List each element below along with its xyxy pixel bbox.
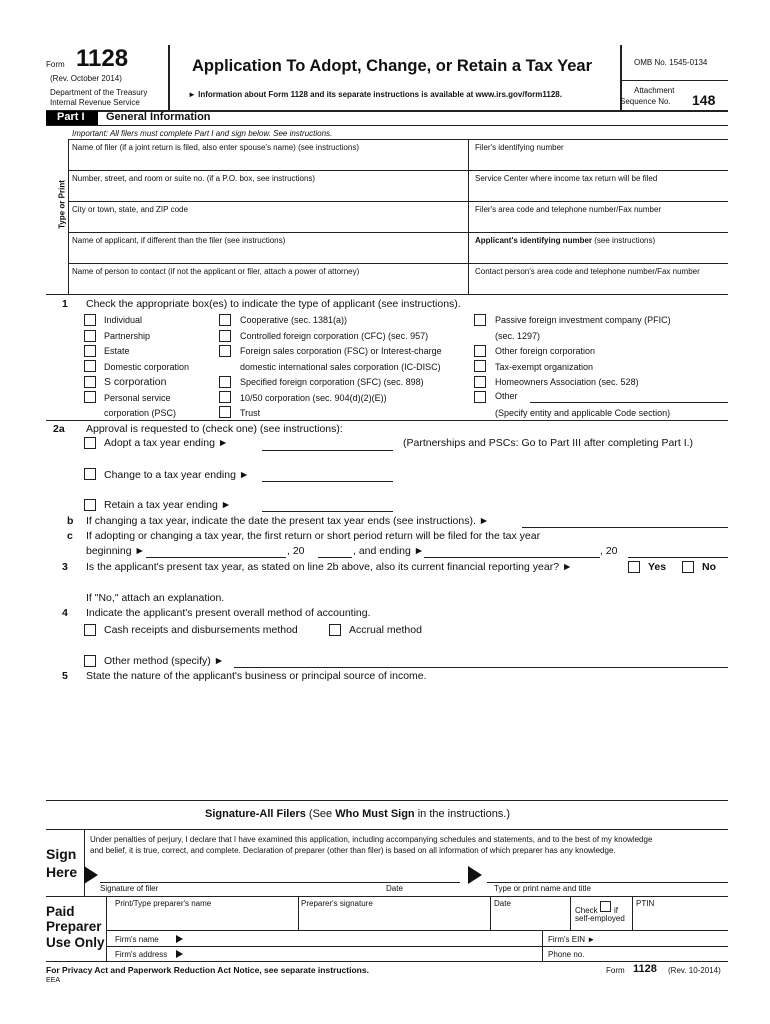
line-5-text: State the nature of the applicant's business or principal source of income. <box>86 670 427 682</box>
filer-id-field[interactable]: Filer's identifying number <box>475 143 564 152</box>
line-2c-number: c <box>67 530 73 542</box>
cfc-label: Controlled foreign corporation (CFC) (sec. 957) <box>240 331 429 341</box>
ptin-field[interactable]: PTIN <box>636 899 655 908</box>
important-note: Important: All filers must complete Part I and sign below. See instructions. <box>72 129 333 138</box>
firm-name-arrow-icon <box>176 935 183 943</box>
agency-line: Internal Revenue Service <box>50 98 140 107</box>
service-center-field[interactable]: Service Center where income tax return will be filed <box>475 174 658 183</box>
sequence-label: Sequence No. <box>620 97 671 106</box>
change-date-input[interactable] <box>262 481 393 482</box>
individual-label: Individual <box>104 315 143 325</box>
pfic-label-cont: (sec. 1297) <box>495 331 541 341</box>
firm-address-arrow-icon <box>176 950 183 958</box>
line-4-text: Indicate the applicant's present overall method of accounting. <box>86 607 371 619</box>
adopt-note: (Partnerships and PSCs: Go to Part III after completing Part I.) <box>403 437 694 449</box>
contact-person-field[interactable]: Name of person to contact (if not the applicant or filer, attach a power of attorney) <box>72 267 360 276</box>
line-3-yes-checkbox[interactable] <box>628 561 640 573</box>
beginning-year-label: , 20 <box>287 545 305 557</box>
type-or-print-label: Type or Print <box>57 180 67 229</box>
homeowners-association-checkbox[interactable] <box>474 376 486 388</box>
present-year-end-input[interactable] <box>522 527 728 528</box>
line-3-note: If "No," attach an explanation. <box>86 592 225 604</box>
specify-entity-label: (Specify entity and applicable Code section) <box>495 408 671 418</box>
applicant-id-field[interactable]: Applicant's identifying number (see instructions) <box>475 236 656 245</box>
applicant-name-field[interactable]: Name of applicant, if different than the filer (see instructions) <box>72 236 286 245</box>
accrual-method-label: Accrual method <box>349 624 422 636</box>
contact-phone-field[interactable]: Contact person's area code and telephone number/Fax number <box>475 267 700 276</box>
estate-checkbox[interactable] <box>84 345 96 357</box>
firm-name-label: Firm's name <box>115 935 159 944</box>
cooperative-label: Cooperative (sec. 1381(a)) <box>240 315 348 325</box>
form-number: 1128 <box>76 45 129 72</box>
line-1-number: 1 <box>62 298 68 310</box>
business-nature-input[interactable] <box>86 686 728 796</box>
beginning-label: beginning ► <box>86 545 145 557</box>
form-label: Form <box>46 60 65 69</box>
accrual-method-checkbox[interactable] <box>329 624 341 636</box>
line-2b-number: b <box>67 515 74 527</box>
name-title-input[interactable] <box>487 882 728 883</box>
firm-ein-field[interactable]: Firm's EIN ► <box>548 935 596 944</box>
self-employed-checkbox[interactable] <box>600 901 611 912</box>
self-employed-label: self-employed <box>575 914 625 923</box>
use-only-label: Use Only <box>46 935 105 950</box>
preparer-name-field[interactable]: Print/Type preparer's name <box>115 899 212 908</box>
estate-label: Estate <box>104 346 130 356</box>
attachment-label: Attachment <box>634 86 675 95</box>
firm-address-input[interactable] <box>188 947 538 960</box>
sfc-label: Specified foreign corporation (SFC) (sec. 898) <box>240 377 424 387</box>
firm-name-input[interactable] <box>188 931 538 945</box>
department-line: Department of the Treasury <box>50 88 148 97</box>
info-line: ► Information about Form 1128 and its separate instructions is available at www.irs.gov/form1128. <box>188 90 562 99</box>
line-3-no-label: No <box>702 561 716 573</box>
cooperative-checkbox[interactable] <box>219 314 231 326</box>
ic-disc-label-cont: domestic international sales corporation (IC-DISC) <box>240 362 441 372</box>
trust-label: Trust <box>240 408 261 418</box>
retain-label: Retain a tax year ending ► <box>104 499 232 511</box>
preparer-date-field[interactable]: Date <box>494 899 511 908</box>
preparer-label: Preparer <box>46 919 102 934</box>
fsc-checkbox[interactable] <box>219 345 231 357</box>
cash-method-label: Cash receipts and disbursements method <box>104 624 298 636</box>
psc-label-cont: corporation (PSC) <box>104 408 177 418</box>
line-3-yes-label: Yes <box>648 561 667 573</box>
type-name-title-label: Type or print name and title <box>494 884 591 893</box>
beginning-date-input[interactable] <box>146 557 286 558</box>
other-applicant-label: Other <box>495 391 518 401</box>
firm-address-label: Firm's address <box>115 950 168 959</box>
line-3-no-checkbox[interactable] <box>682 561 694 573</box>
ten-fifty-corporation-label: 10/50 corporation (sec. 904(d)(2)(E)) <box>240 393 387 403</box>
tax-exempt-checkbox[interactable] <box>474 360 486 372</box>
filer-signature-input[interactable] <box>100 882 460 883</box>
domestic-corporation-checkbox[interactable] <box>84 360 96 372</box>
check-label: Check <box>575 906 598 915</box>
personal-service-label: Personal service <box>104 393 171 403</box>
perjury-statement-line1: Under penalties of perjury, I declare that I have examined this application, including accompanying schedules and statements, and to the best of my knowledge <box>90 835 653 844</box>
cfc-checkbox[interactable] <box>219 330 231 342</box>
if-label: if <box>614 906 618 915</box>
change-checkbox[interactable] <box>84 468 96 480</box>
personal-service-checkbox[interactable] <box>84 391 96 403</box>
sign-here-arrow-icon <box>84 866 98 884</box>
ending-label: , and ending ► <box>353 545 425 557</box>
fsc-label: Foreign sales corporation (FSC) or Interest-charge <box>240 346 442 356</box>
beginning-year-input[interactable] <box>318 557 352 558</box>
partnership-checkbox[interactable] <box>84 330 96 342</box>
sequence-number: 148 <box>692 92 716 108</box>
signature-of-filer-label: Signature of filer <box>100 884 159 893</box>
tax-exempt-label: Tax-exempt organization <box>495 362 594 372</box>
cash-method-checkbox[interactable] <box>84 624 96 636</box>
domestic-corporation-label: Domestic corporation <box>104 362 190 372</box>
signature-date-label: Date <box>386 884 403 893</box>
ending-year-input[interactable] <box>628 557 728 558</box>
ending-date-input[interactable] <box>424 557 600 558</box>
line-2a-number: 2a <box>53 423 65 435</box>
part-i-label: Part I <box>57 111 85 123</box>
retain-checkbox[interactable] <box>84 499 96 511</box>
s-corporation-label: S corporation <box>104 376 167 388</box>
individual-checkbox[interactable] <box>84 314 96 326</box>
paid-label: Paid <box>46 904 75 919</box>
line-5-number: 5 <box>62 670 68 682</box>
retain-date-input[interactable] <box>262 511 393 512</box>
filer-phone-field[interactable]: Filer's area code and telephone number/Fax number <box>475 205 662 214</box>
form-title: Application To Adopt, Change, or Retain a Tax Year <box>192 57 593 75</box>
change-label: Change to a tax year ending ► <box>104 469 250 481</box>
sfc-checkbox[interactable] <box>219 376 231 388</box>
other-method-input[interactable] <box>234 667 728 668</box>
footer-form-label: Form <box>606 966 625 975</box>
trust-checkbox[interactable] <box>219 406 231 418</box>
line-1-text: Check the appropriate box(es) to indicate the type of applicant (see instructions). <box>86 298 461 310</box>
other-foreign-corporation-checkbox[interactable] <box>474 345 486 357</box>
other-method-checkbox[interactable] <box>84 655 96 667</box>
line-4-number: 4 <box>62 607 68 619</box>
adopt-label: Adopt a tax year ending ► <box>104 437 229 449</box>
homeowners-association-label: Homeowners Association (sec. 528) <box>495 377 639 387</box>
other-applicant-checkbox[interactable] <box>474 391 486 403</box>
adopt-date-input[interactable] <box>262 450 393 451</box>
line-2b-text: If changing a tax year, indicate the date the present tax year ends (see instructions). ► <box>86 515 490 527</box>
here-label: Here <box>46 864 78 880</box>
eea-label: EEA <box>46 977 61 984</box>
line-3-text: Is the applicant's present tax year, as stated on line 2b above, also its current financial reporting year? ► <box>86 561 573 573</box>
ending-year-label: , 20 <box>600 545 618 557</box>
adopt-checkbox[interactable] <box>84 437 96 449</box>
phone-field[interactable]: Phone no. <box>548 950 585 959</box>
pfic-label: Passive foreign investment company (PFIC) <box>495 315 671 325</box>
preparer-signature-field[interactable]: Preparer's signature <box>301 899 373 908</box>
s-corporation-checkbox[interactable] <box>84 376 96 388</box>
footer-form-number: 1128 <box>633 963 657 975</box>
perjury-statement-line2: and belief, it is true, correct, and complete. Declaration of preparer (other than filer) is based on all information of which preparer has any knowledge. <box>90 846 616 855</box>
line-2c-text: If adopting or changing a tax year, the first return or short period return will be filed for the tax year <box>86 530 541 542</box>
ten-fifty-corporation-checkbox[interactable] <box>219 391 231 403</box>
part-i-title: General Information <box>106 111 211 123</box>
other-applicant-input[interactable] <box>530 402 728 403</box>
privacy-notice: For Privacy Act and Paperwork Reduction Act Notice, see separate instructions. <box>46 965 369 975</box>
filer-name-field[interactable]: Name of filer (if a joint return is filed, also enter spouse's name) (see instructions) <box>72 143 359 152</box>
line-3-number: 3 <box>62 561 68 573</box>
name-title-arrow-icon <box>468 866 482 884</box>
partnership-label: Partnership <box>104 331 151 341</box>
omb-number: OMB No. 1545-0134 <box>634 58 708 67</box>
other-method-label: Other method (specify) ► <box>104 655 225 667</box>
sign-label: Sign <box>46 846 77 862</box>
footer-revision: (Rev. 10-2014) <box>668 966 721 975</box>
other-foreign-corporation-label: Other foreign corporation <box>495 346 596 356</box>
street-address-field[interactable]: Number, street, and room or suite no. (if a P.O. box, see instructions) <box>72 174 316 183</box>
city-state-zip-field[interactable]: City or town, state, and ZIP code <box>72 205 188 214</box>
signature-heading: Signature-All Filers (See Who Must Sign in the instructions.) <box>205 808 511 820</box>
pfic-checkbox[interactable] <box>474 314 486 326</box>
line-2a-text: Approval is requested to (check one) (see instructions): <box>86 423 343 435</box>
revision-date: (Rev. October 2014) <box>50 74 122 83</box>
